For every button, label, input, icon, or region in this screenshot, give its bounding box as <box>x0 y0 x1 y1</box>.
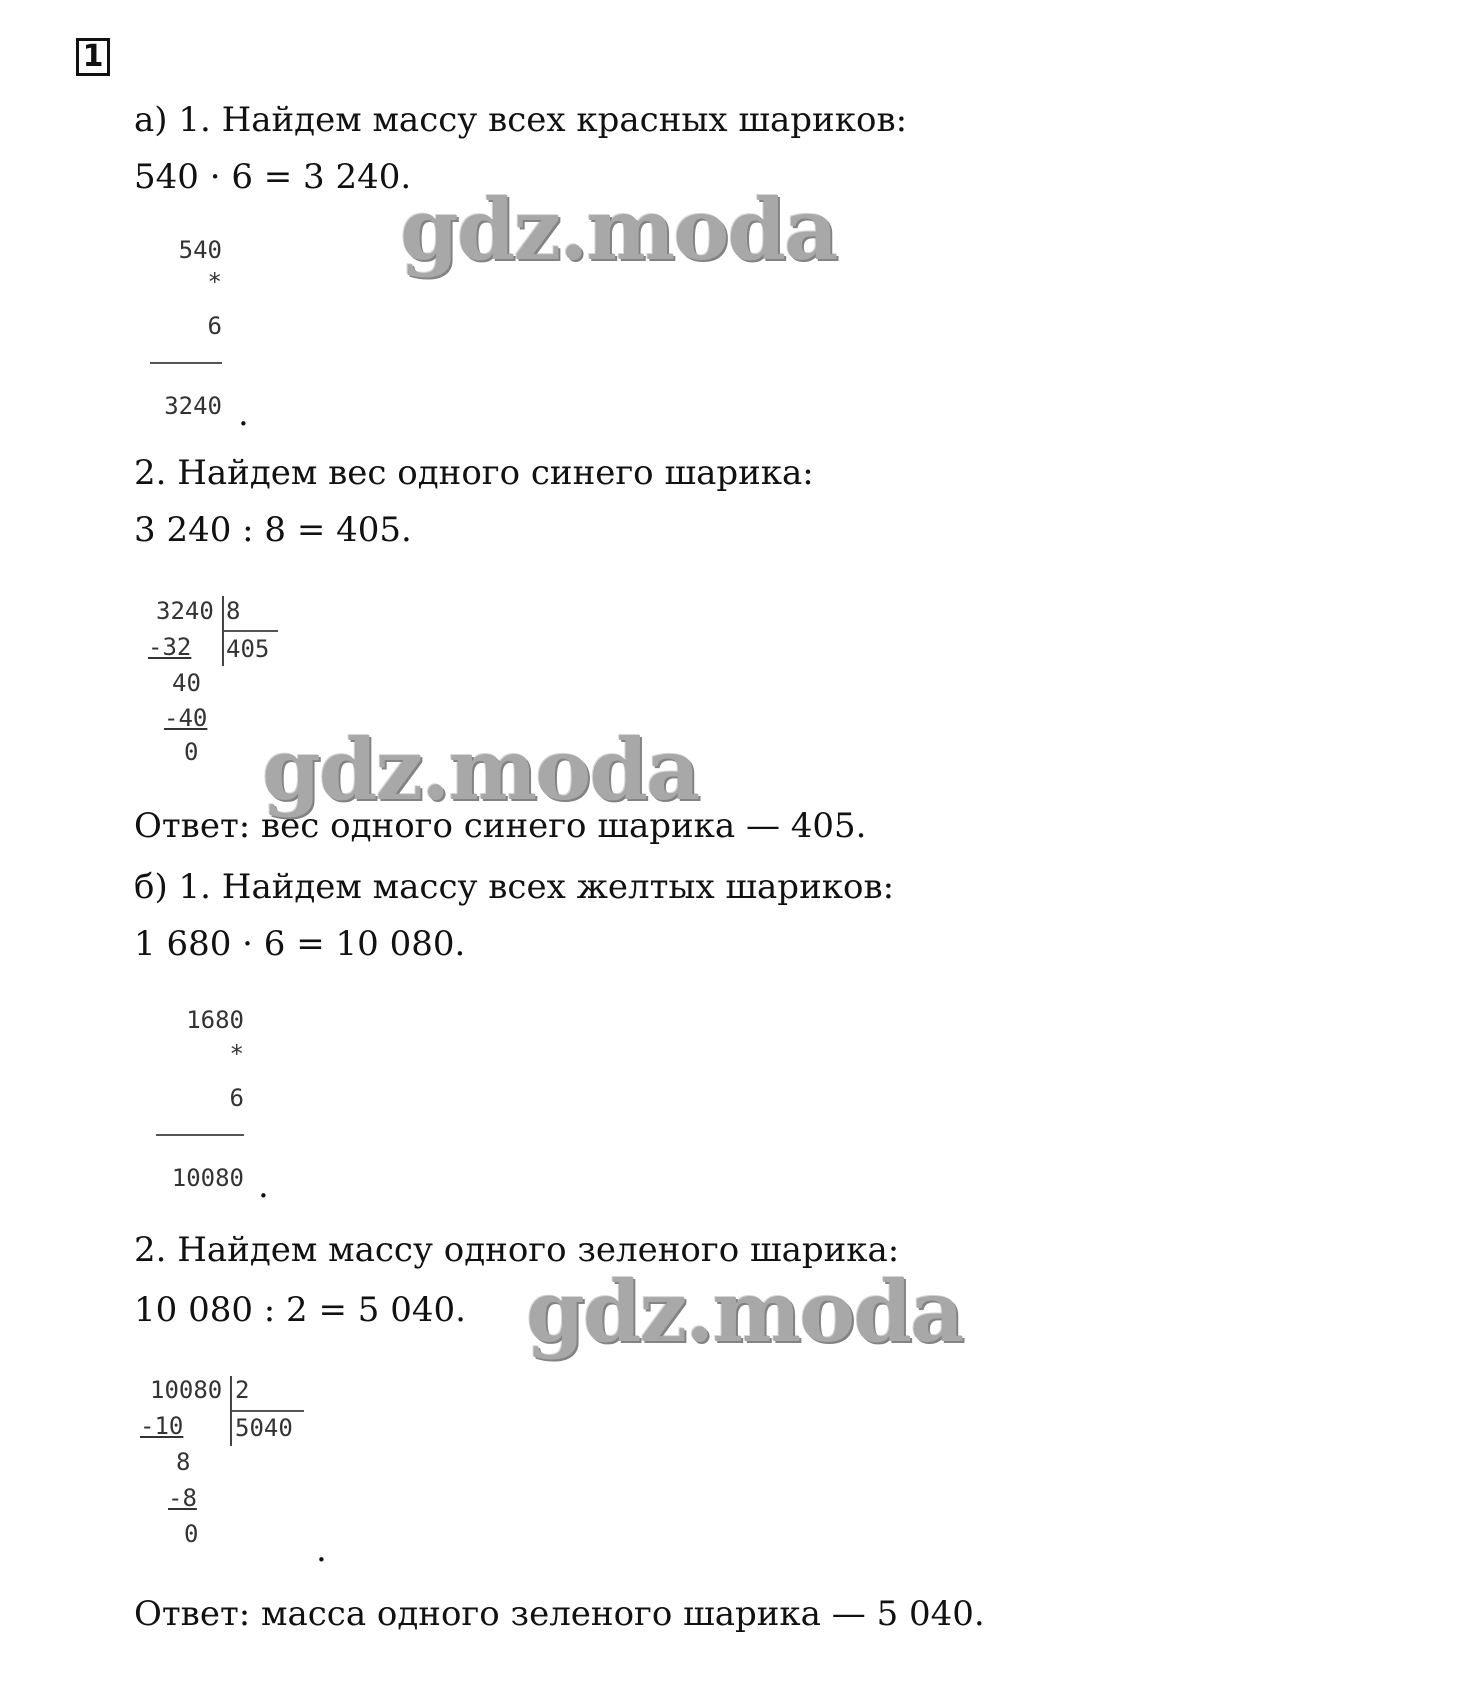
div-a-quotient-rule <box>224 630 278 632</box>
div-a-row: 40 <box>172 669 201 697</box>
mult-a-rule <box>150 362 222 364</box>
div-a-quotient: 405 <box>226 635 270 663</box>
div-b-divisor: 2 <box>235 1376 250 1404</box>
mult-b-operand2: 6 <box>229 1084 244 1112</box>
mult-b-result: 10080 <box>171 1164 244 1192</box>
mult-a-operand2: 6 <box>207 312 222 340</box>
part-a-step1-title: а) 1. Найдем массу всех красных шариков: <box>134 100 908 140</box>
mult-a-result: 3240 <box>164 392 222 420</box>
part-b-step1-expression: 1 680 · 6 = 10 080. <box>134 924 466 964</box>
div-a-row: 0 <box>184 738 199 766</box>
div-b-quotient: 5040 <box>235 1414 293 1442</box>
watermark: gdz.moda <box>400 180 837 279</box>
part-a-step1-expression: 540 · 6 = 3 240. <box>134 157 412 197</box>
mult-b-rule <box>156 1134 244 1136</box>
mult-b-operator: * <box>229 1040 244 1068</box>
watermark: gdz.moda <box>262 720 699 819</box>
task-number-badge: 1 <box>76 38 110 76</box>
div-a-divisor: 8 <box>226 597 241 625</box>
part-a-answer: Ответ: вес одного синего шарика — 405. <box>134 806 867 846</box>
div-b-dot: . <box>316 1530 327 1570</box>
mult-b-operand1: 1680 <box>186 1006 244 1034</box>
div-a-row: -40 <box>164 704 208 732</box>
part-b-answer: Ответ: масса одного зеленого шарика — 5 040. <box>134 1594 985 1634</box>
watermark: gdz.moda <box>526 1262 963 1361</box>
part-b-step2-expression: 10 080 : 2 = 5 040. <box>134 1290 466 1330</box>
mult-a-operand1: 540 <box>178 236 222 264</box>
part-b-step1-title: б) 1. Найдем массу всех желтых шариков: <box>134 867 895 907</box>
mult-a-dot: . <box>238 394 249 434</box>
div-b-row: 8 <box>176 1448 191 1476</box>
mult-b-dot: . <box>258 1166 269 1206</box>
div-b-row: -10 <box>140 1412 184 1440</box>
div-b-row: 0 <box>184 1520 199 1548</box>
div-b-dividend: 10080 <box>150 1376 223 1404</box>
div-b-quotient-rule <box>232 1410 304 1412</box>
part-a-step2-expression: 3 240 : 8 = 405. <box>134 510 412 550</box>
part-b-step2-title: 2. Найдем массу одного зеленого шарика: <box>134 1230 900 1270</box>
div-a-row: -32 <box>148 633 192 661</box>
div-a-dividend: 3240 <box>156 597 214 625</box>
div-b-row: -8 <box>168 1484 197 1512</box>
part-a-step2-title: 2. Найдем вес одного синего шарика: <box>134 453 814 493</box>
mult-a-operator: * <box>207 268 222 296</box>
